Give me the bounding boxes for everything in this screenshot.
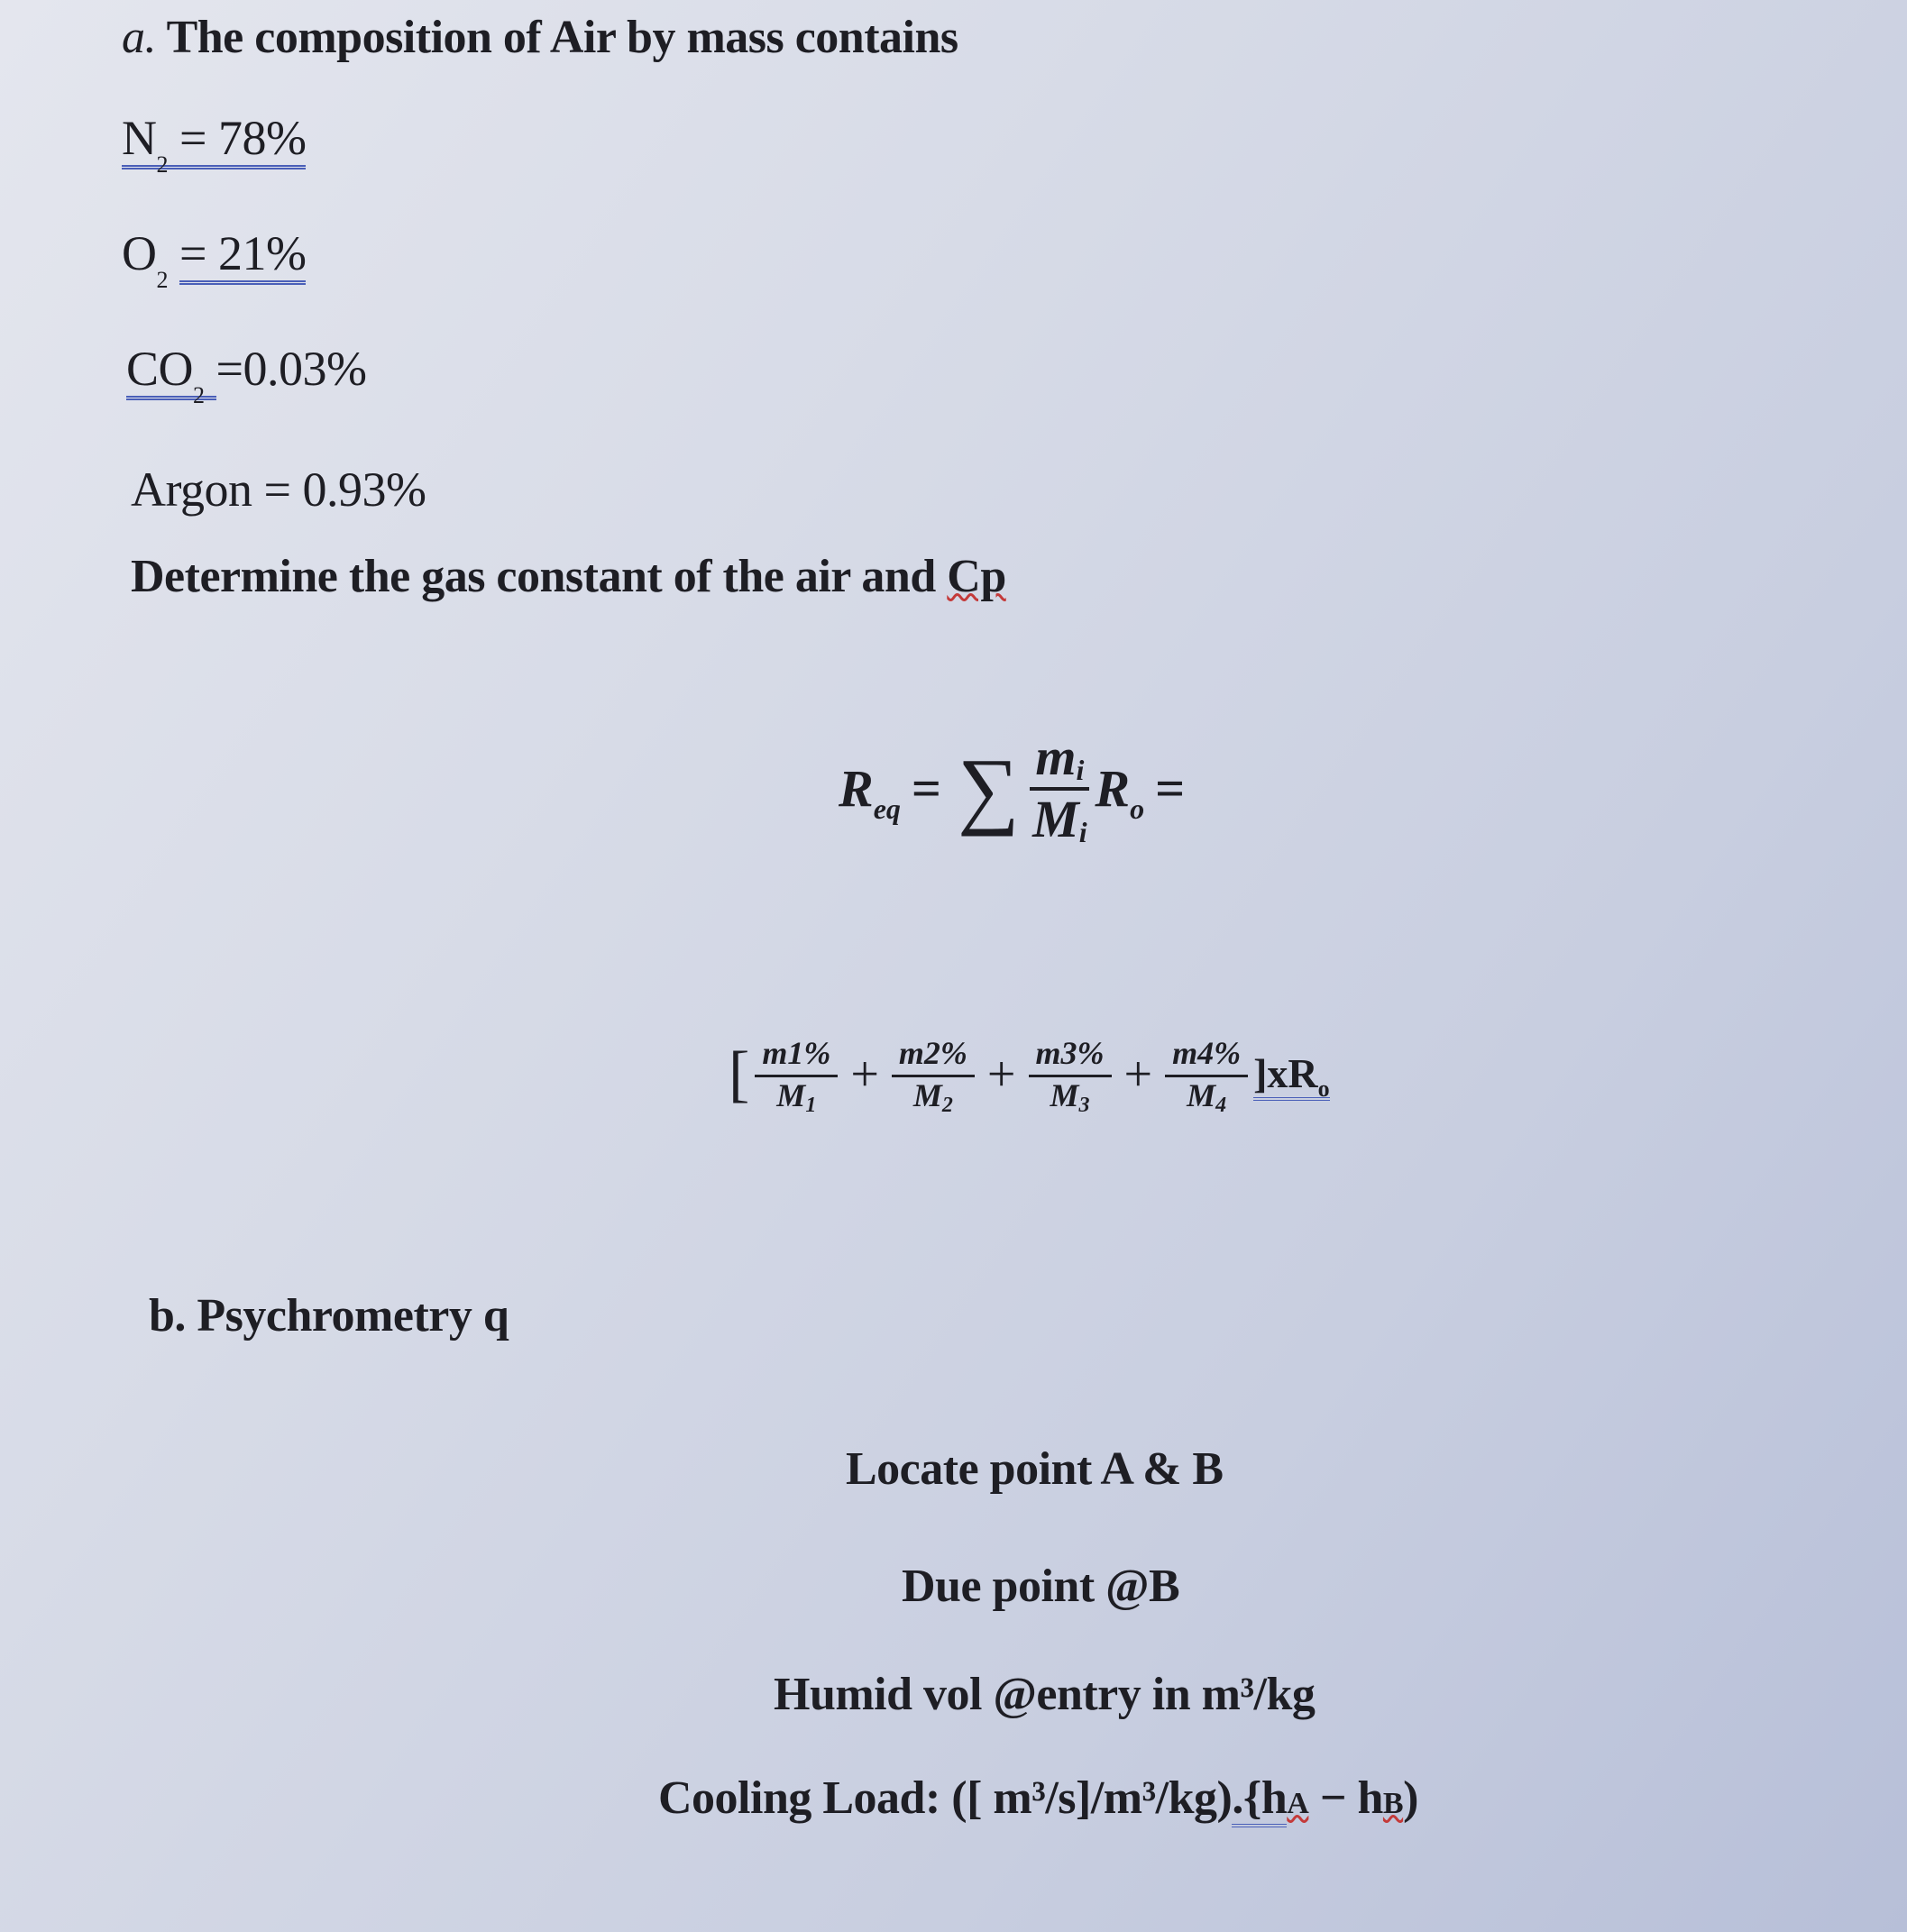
item-dew-point: Due point @B xyxy=(902,1561,1180,1612)
part-a-label: a. xyxy=(122,12,156,63)
composition-n2 xyxy=(122,110,307,178)
term-1: $\frac{m1\%}{M1}$ xyxy=(755,1037,838,1113)
composition-o2 xyxy=(122,225,307,293)
gas-constant-formula: $R_{eq}$ = ∑ $\frac{mi}{Mi}$ $R_o$ = xyxy=(839,728,1186,848)
o2-symbol: $O_2$ xyxy=(122,226,168,293)
item-humid-volume: Humid vol @entry in m³/kg xyxy=(774,1669,1316,1720)
r-eq: $R_{eq}$ xyxy=(839,759,901,826)
composition-co2 xyxy=(126,341,367,408)
argon-value: = 0.93% xyxy=(263,462,426,517)
argon-symbol: Argon xyxy=(131,462,252,517)
item-locate-points: Locate point A & B xyxy=(846,1443,1224,1495)
task-text: Determine the gas constant of the air and Cp xyxy=(131,551,1006,602)
cp-symbol: Cp xyxy=(947,551,1006,602)
expanded-formula: [ $\frac{m1\%}{M1}$ + $\frac{m2\%}{M2}$ + $\frac{m3\%}{M3}$ + $\frac{m4\%}{M4}$ ]$xR_o$ xyxy=(729,1035,1330,1117)
mass-molar-fraction: $\frac{mi}{Mi}$ xyxy=(1030,730,1089,847)
sigma-symbol: ∑ xyxy=(957,740,1020,838)
co2-symbol: $CO_2$ xyxy=(126,342,216,400)
n2-symbol: $N_2 = 78\%$ xyxy=(122,111,307,178)
term-3: $\frac{m3\%}{M3}$ xyxy=(1029,1037,1112,1113)
o2-value: = 21% xyxy=(179,226,306,285)
r-o: $R_o$ xyxy=(1095,759,1145,826)
part-a-heading xyxy=(122,11,958,64)
times-r-o: ]$xR_o$ xyxy=(1253,1049,1330,1102)
part-a-heading-text: The composition of Air by mass contains xyxy=(166,12,958,63)
composition-argon xyxy=(131,462,426,517)
item-cooling-load: Cooling Load: ([ m³/s]/m³/kg).{hA − hB) xyxy=(658,1772,1418,1825)
term-2: $\frac{m2\%}{M2}$ xyxy=(892,1037,975,1113)
part-b-heading: b. Psychrometry q xyxy=(149,1290,509,1341)
open-bracket: [ xyxy=(729,1039,750,1110)
term-4: $\frac{m4\%}{M4}$ xyxy=(1165,1037,1248,1113)
co2-value: =0.03% xyxy=(215,342,367,396)
